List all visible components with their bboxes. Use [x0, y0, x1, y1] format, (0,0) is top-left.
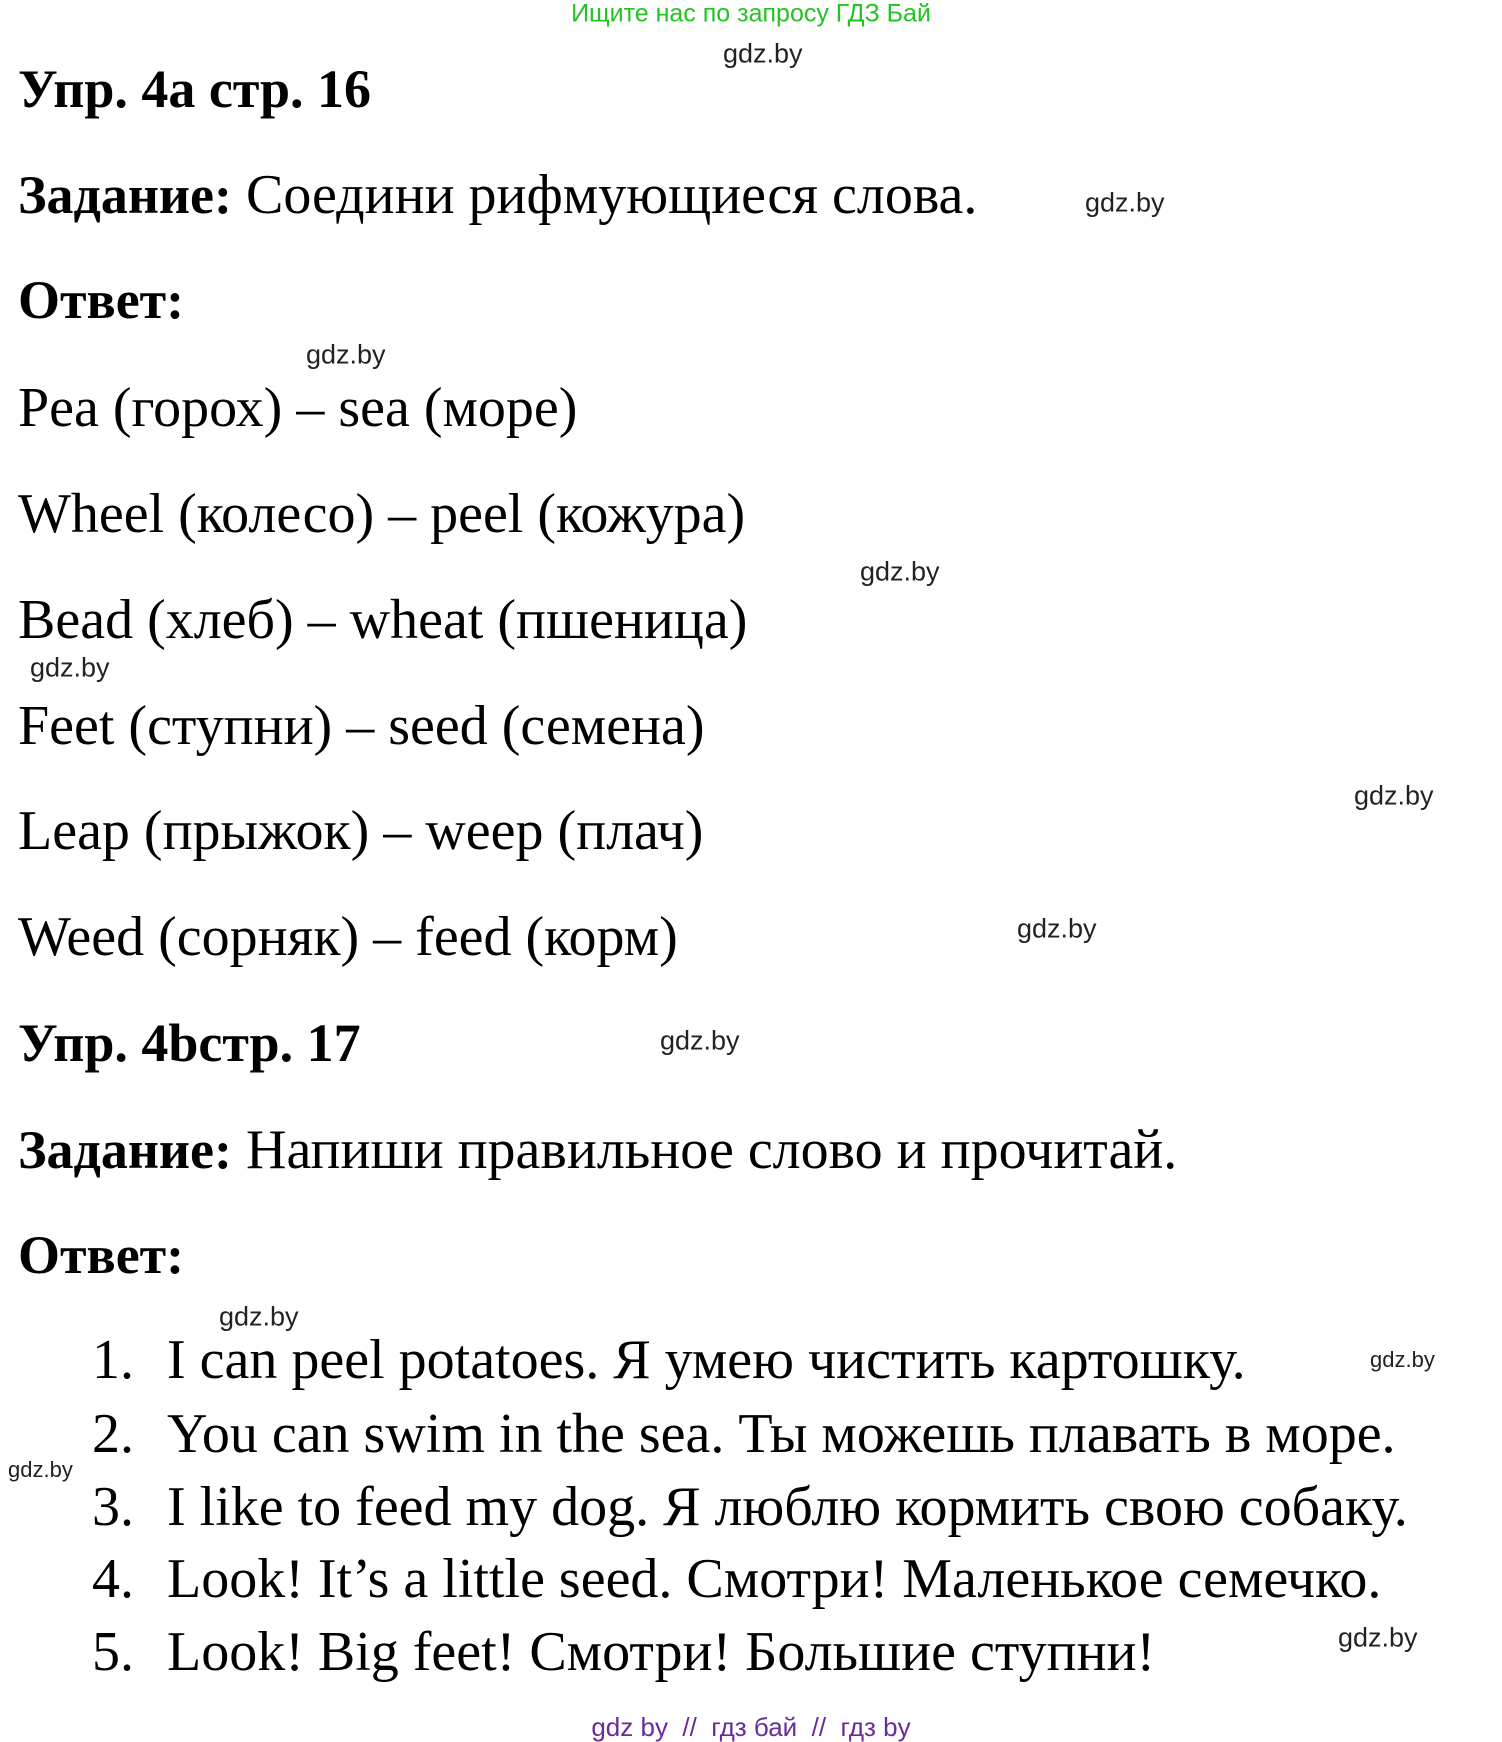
watermark: gdz.by	[1017, 913, 1097, 944]
watermark: gdz.by	[8, 1457, 73, 1482]
watermark: gdz.by	[660, 1025, 740, 1056]
item-number: 2.	[92, 1403, 134, 1465]
item-text: I like to feed my dog. Я люблю кормить свою собаку.	[167, 1476, 1408, 1538]
section1-task	[18, 164, 978, 226]
section1-answer-label: Ответ:	[18, 270, 185, 330]
item-text: I can peel potatoes. Я умею чистить картошку.	[167, 1329, 1246, 1391]
list-item	[92, 1621, 1156, 1683]
watermark: gdz.by	[860, 556, 940, 587]
watermark: gdz.by	[306, 339, 386, 370]
watermark: gdz.by	[1085, 187, 1165, 218]
task-label: Задание:	[18, 1120, 232, 1180]
rhyme-pair: Leap (прыжок) – weep (плач)	[18, 800, 704, 862]
list-item	[92, 1476, 1408, 1538]
rhyme-pair: Pea (горох) – sea (море)	[18, 377, 578, 439]
item-number: 5.	[92, 1621, 134, 1683]
item-number: 1.	[92, 1329, 134, 1391]
list-item	[92, 1548, 1382, 1610]
item-text: Look! It’s a little seed. Смотри! Маленькое семечко.	[167, 1548, 1382, 1610]
rhyme-pair: Feet (ступни) – seed (семена)	[18, 695, 705, 757]
section2-task	[18, 1119, 1178, 1181]
task-text: Соедини рифмующиеся слова.	[232, 164, 978, 226]
search-banner: Ищите нас по запросу ГДЗ Бай	[571, 0, 931, 28]
footer-watermark: gdz by // гдз бай // гдз by	[591, 1712, 911, 1742]
list-item	[92, 1329, 1246, 1391]
rhyme-pair: Bead (хлеб) – wheat (пшеница)	[18, 589, 748, 651]
watermark: gdz.by	[1338, 1622, 1418, 1653]
item-number: 4.	[92, 1548, 134, 1610]
watermark: gdz.by	[1370, 1347, 1435, 1372]
watermark: gdz.by	[723, 38, 803, 69]
rhyme-pair: Wheel (колесо) – peel (кожура)	[18, 483, 746, 545]
item-text: You can swim in the sea. Ты можешь плавать в море.	[167, 1403, 1396, 1465]
section1-title: Упр. 4а стр. 16	[18, 59, 372, 119]
list-item	[92, 1403, 1396, 1465]
task-text: Напиши правильное слово и прочитай.	[232, 1119, 1178, 1181]
task-label: Задание:	[18, 165, 232, 225]
item-text: Look! Big feet! Смотри! Большие ступни!	[167, 1621, 1156, 1683]
rhyme-pair: Weed (сорняк) – feed (корм)	[18, 906, 678, 968]
item-number: 3.	[92, 1476, 134, 1538]
watermark: gdz.by	[219, 1301, 299, 1332]
section2-title: Упр. 4bстр. 17	[18, 1013, 361, 1073]
watermark: gdz.by	[1354, 780, 1434, 811]
watermark: gdz.by	[30, 652, 110, 683]
section2-answer-label: Ответ:	[18, 1225, 185, 1285]
